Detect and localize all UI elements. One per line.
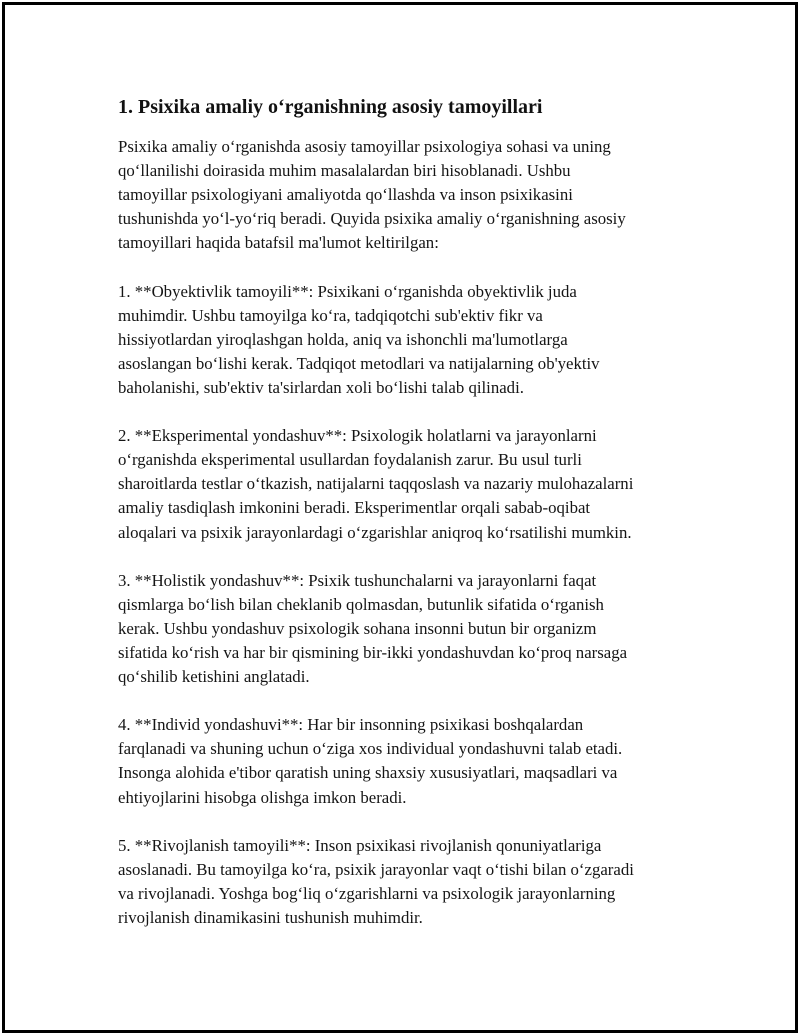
paragraph-line: Psixika amaliy o‘rganishda asosiy tamoyillar psixologiya sohasi va uning <box>118 137 611 156</box>
paragraph-line: Insonga alohida e'tibor qaratish uning shaxsiy xususiyatlari, maqsadlari va <box>118 763 618 783</box>
principle-holistic-paragraph <box>118 569 778 689</box>
paragraph-line: farqlanadi va shuning uchun o‘ziga xos individual yondashuvni talab etadi. <box>118 739 623 759</box>
document-page <box>2 2 798 1033</box>
paragraph-line: kerak. Ushbu yondashuv psixologik sohana insonni butun bir organizm <box>118 618 597 638</box>
paragraph-line: tamoyillari haqida batafsil ma'lumot keltirilgan: <box>118 233 439 253</box>
paragraph-line: qo‘shilib ketishini anglatadi. <box>118 667 310 687</box>
intro-paragraph <box>118 135 778 255</box>
paragraph-line: hissiyotlardan yiroqlashgan holda, aniq va ishonchli ma'lumotlarga <box>118 329 568 349</box>
paragraph-line: muhimdir. Ushbu tamoyilga ko‘ra, tadqiqotchi sub'ektiv fikr va <box>118 305 543 325</box>
paragraph-line: qo‘llanilishi doirasida muhim masalalardan biri hisoblanadi. Ushbu <box>118 161 571 181</box>
paragraph-line: 2. **Eksperimental yondashuv**: Psixologik holatlarni va jarayonlarni <box>118 426 597 446</box>
paragraph-line: sifatida ko‘rish va har bir qismining bir-ikki yondashuvdan ko‘proq narsaga <box>118 642 628 662</box>
paragraph-line: asoslangan bo‘lishi kerak. Tadqiqot metodlari va natijalarning ob'yektiv <box>118 353 600 373</box>
paragraph-line: 3. **Holistik yondashuv**: Psixik tushunchalarni va jarayonlarni faqat <box>118 570 597 590</box>
paragraph-line: sharoitlarda testlar o‘tkazish, natijalarni taqqoslash va nazariy mulohazalarni <box>118 474 634 494</box>
paragraph-line: 5. **Rivojlanish tamoyili**: Inson psixikasi rivojlanish qonuniyatlariga <box>118 835 602 855</box>
principle-experimental-paragraph <box>118 424 778 544</box>
paragraph-line: asoslanadi. Bu tamoyilga ko‘ra, psixik jarayonlar vaqt o‘tishi bilan o‘zgaradi <box>118 859 634 879</box>
document-body <box>118 135 778 954</box>
paragraph-line: aloqalari va psixik jarayonlardagi o‘zgarishlar aniqroq ko‘rsatilishi mumkin. <box>118 522 632 542</box>
paragraph-line: amaliy tasdiqlash imkonini beradi. Eksperimentlar orqali sabab-oqibat <box>118 498 591 518</box>
paragraph-line: o‘rganishda eksperimental usullardan foydalanish zarur. Bu usul turli <box>118 450 582 470</box>
paragraph-line: ehtiyojlarini hisobga olishga imkon beradi. <box>118 787 407 807</box>
paragraph-line: rivojlanish dinamikasini tushunish muhimdir. <box>118 908 423 927</box>
section-heading: 1. Psixika amaliy o‘rganishning asosiy tamoyillari <box>118 96 543 118</box>
paragraph-line: 4. **Individ yondashuvi**: Har bir insonning psixikasi boshqalardan <box>118 715 584 735</box>
paragraph-line: 1. **Obyektivlik tamoyili**: Psixikani o‘rganishda obyektivlik juda <box>118 281 577 301</box>
paragraph-line: tamoyillar psixologiyani amaliyotda qo‘llashda va inson psixikasini <box>118 185 573 205</box>
paragraph-line: va rivojlanadi. Yoshga bog‘liq o‘zgarishlarni va psixologik jarayonlarning <box>118 883 616 903</box>
paragraph-line: qismlarga bo‘lish bilan cheklanib qolmasdan, butunlik sifatida o‘rganish <box>118 594 604 614</box>
paragraph-line: baholanishi, sub'ektiv ta'sirlardan xoli bo‘lishi talab qilinadi. <box>118 377 524 397</box>
principle-individual-paragraph <box>118 713 778 809</box>
principle-development-paragraph <box>118 834 778 930</box>
paragraph-line: tushunishda yo‘l-yo‘riq beradi. Quyida psixika amaliy o‘rganishning asosiy <box>118 209 626 229</box>
principle-objectivity-paragraph <box>118 280 778 400</box>
